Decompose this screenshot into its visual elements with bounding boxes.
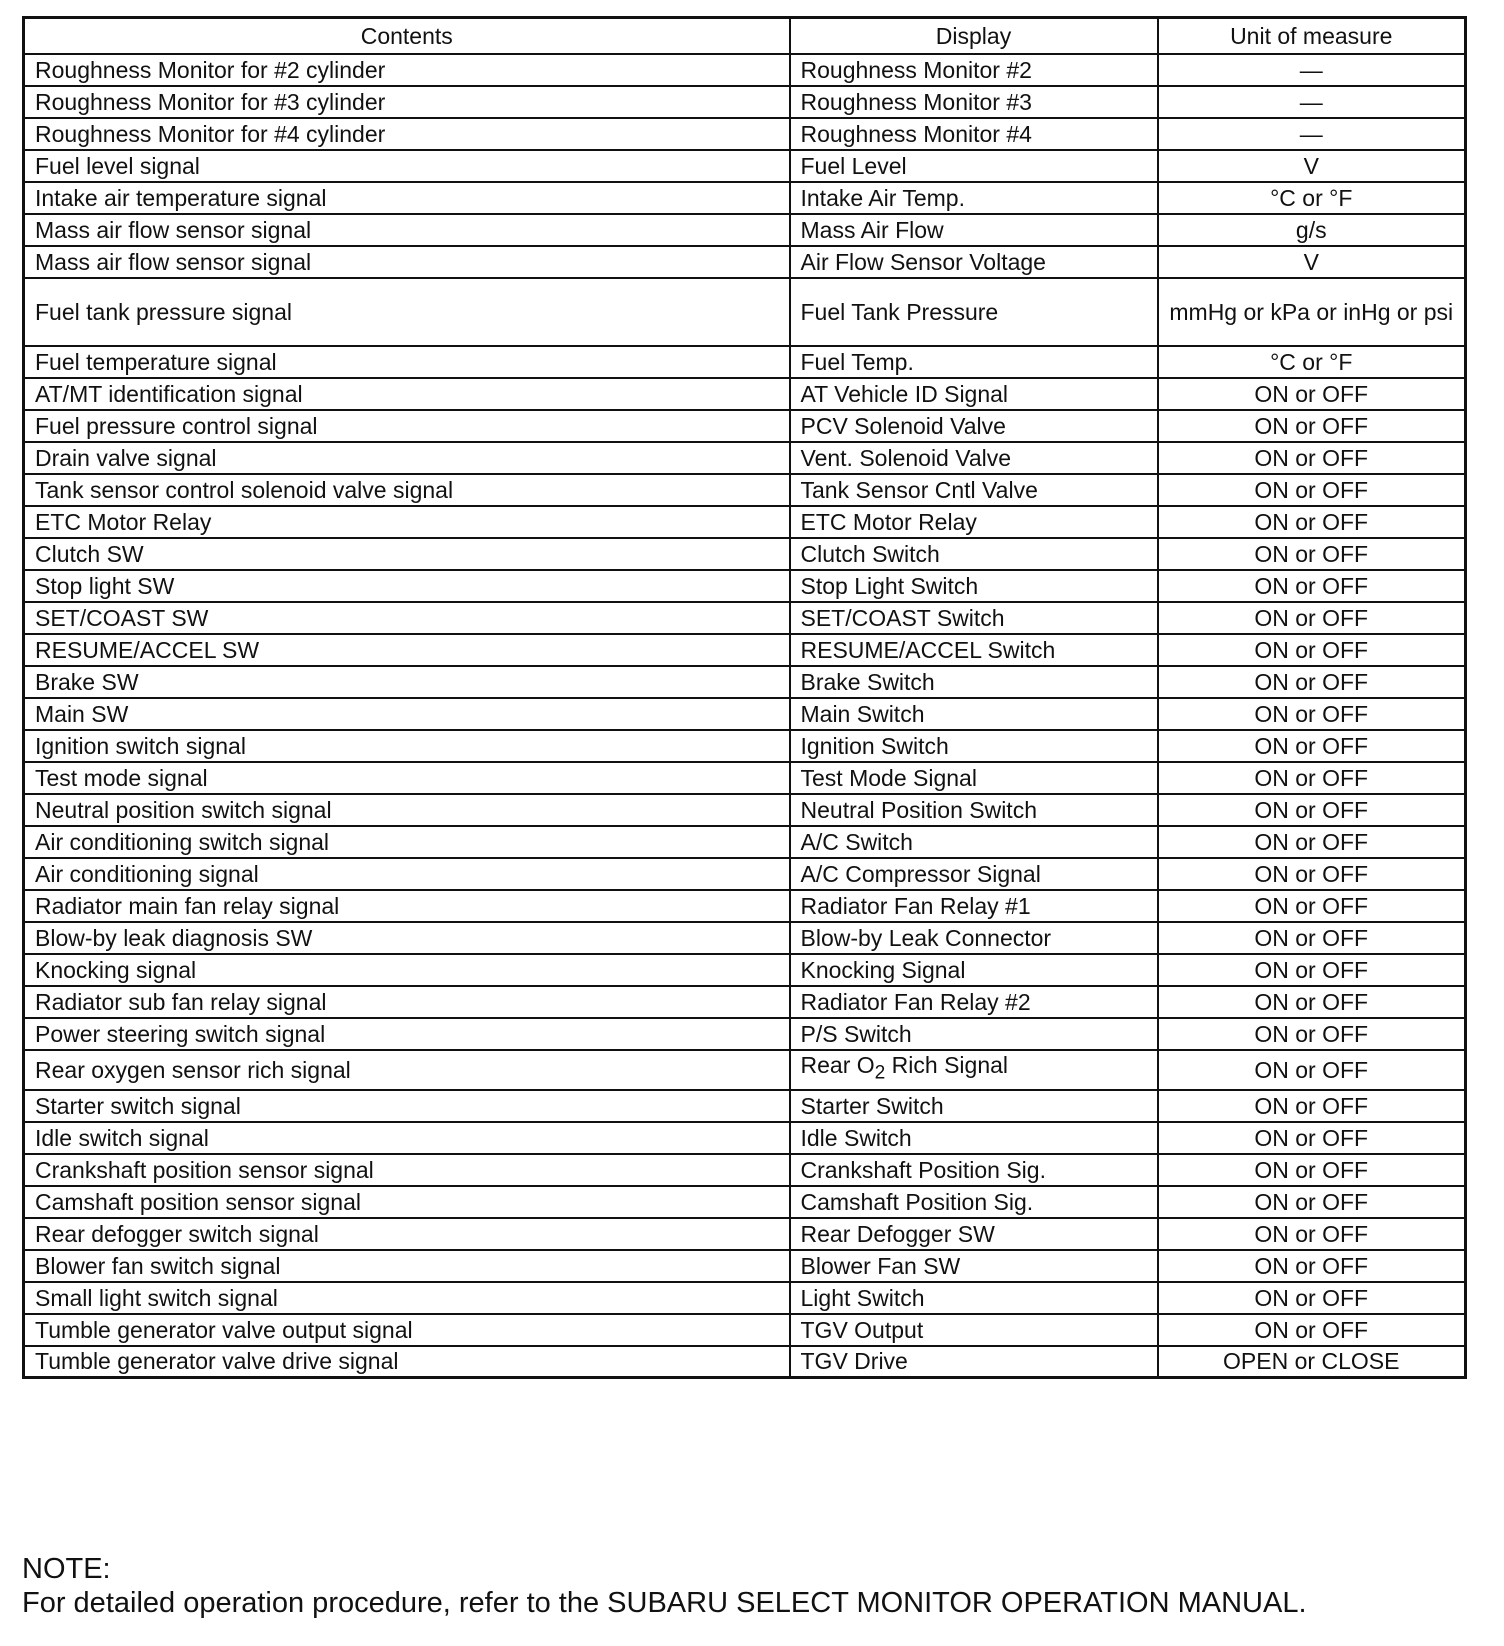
table-row — [24, 698, 1466, 730]
cell-unit: ON or OFF — [1158, 602, 1466, 634]
table-row — [24, 730, 1466, 762]
cell-display: PCV Solenoid Valve — [790, 410, 1158, 442]
cell-display: Test Mode Signal — [790, 762, 1158, 794]
cell-display: Fuel Level — [790, 150, 1158, 182]
cell-unit: ON or OFF — [1158, 410, 1466, 442]
cell-contents: Air conditioning signal — [24, 858, 790, 890]
cell-contents: Test mode signal — [24, 762, 790, 794]
cell-contents: Ignition switch signal — [24, 730, 790, 762]
table-row — [24, 1018, 1466, 1050]
cell-unit: ON or OFF — [1158, 698, 1466, 730]
cell-display: A/C Compressor Signal — [790, 858, 1158, 890]
cell-unit: ON or OFF — [1158, 666, 1466, 698]
table-row — [24, 634, 1466, 666]
cell-unit: ON or OFF — [1158, 826, 1466, 858]
cell-contents: Stop light SW — [24, 570, 790, 602]
table-row — [24, 986, 1466, 1018]
table-row — [24, 1090, 1466, 1122]
cell-display: Radiator Fan Relay #2 — [790, 986, 1158, 1018]
table-row — [24, 1050, 1466, 1090]
cell-display: RESUME/ACCEL Switch — [790, 634, 1158, 666]
cell-unit: mmHg or kPa or inHg or psi — [1158, 278, 1466, 346]
cell-unit: ON or OFF — [1158, 1050, 1466, 1090]
cell-display: Blower Fan SW — [790, 1250, 1158, 1282]
cell-unit: ON or OFF — [1158, 634, 1466, 666]
cell-display: Brake Switch — [790, 666, 1158, 698]
cell-display: Main Switch — [790, 698, 1158, 730]
cell-contents: Fuel level signal — [24, 150, 790, 182]
table-row — [24, 826, 1466, 858]
table-row — [24, 762, 1466, 794]
table-row — [24, 570, 1466, 602]
table-row — [24, 410, 1466, 442]
cell-unit: ON or OFF — [1158, 1186, 1466, 1218]
table-row — [24, 858, 1466, 890]
display-subscript: 2 — [874, 1062, 886, 1084]
cell-unit: °C or °F — [1158, 346, 1466, 378]
table-row — [24, 1346, 1466, 1378]
table-row — [24, 150, 1466, 182]
table-row — [24, 86, 1466, 118]
cell-display: Neutral Position Switch — [790, 794, 1158, 826]
table-row — [24, 1250, 1466, 1282]
note-text: For detailed operation procedure, refer to the SUBARU SELECT MONITOR OPERATION MANUAL. — [22, 1587, 1307, 1619]
cell-contents: Fuel temperature signal — [24, 346, 790, 378]
cell-display: Roughness Monitor #2 — [790, 54, 1158, 86]
cell-contents: Blow-by leak diagnosis SW — [24, 922, 790, 954]
cell-unit: ON or OFF — [1158, 1250, 1466, 1282]
cell-display: TGV Drive — [790, 1346, 1158, 1378]
cell-display: Starter Switch — [790, 1090, 1158, 1122]
cell-contents: Tumble generator valve drive signal — [24, 1346, 790, 1378]
cell-display: A/C Switch — [790, 826, 1158, 858]
cell-contents: Tumble generator valve output signal — [24, 1314, 790, 1346]
table-row — [24, 954, 1466, 986]
table-row — [24, 54, 1466, 86]
cell-contents: Camshaft position sensor signal — [24, 1186, 790, 1218]
cell-unit: ON or OFF — [1158, 538, 1466, 570]
cell-unit: ON or OFF — [1158, 794, 1466, 826]
cell-unit: ON or OFF — [1158, 506, 1466, 538]
table-row — [24, 890, 1466, 922]
cell-contents: Blower fan switch signal — [24, 1250, 790, 1282]
cell-contents: Neutral position switch signal — [24, 794, 790, 826]
cell-display: Radiator Fan Relay #1 — [790, 890, 1158, 922]
cell-contents: Drain valve signal — [24, 442, 790, 474]
cell-unit: ON or OFF — [1158, 1218, 1466, 1250]
cell-unit: ON or OFF — [1158, 474, 1466, 506]
cell-display: Clutch Switch — [790, 538, 1158, 570]
cell-contents: Mass air flow sensor signal — [24, 246, 790, 278]
display-text-suffix: Rich Signal — [885, 1052, 1009, 1079]
cell-contents: Fuel tank pressure signal — [24, 278, 790, 346]
cell-display: AT Vehicle ID Signal — [790, 378, 1158, 410]
cell-contents: Radiator main fan relay signal — [24, 890, 790, 922]
cell-unit: ON or OFF — [1158, 730, 1466, 762]
cell-contents: Air conditioning switch signal — [24, 826, 790, 858]
cell-display: TGV Output — [790, 1314, 1158, 1346]
cell-contents: Brake SW — [24, 666, 790, 698]
cell-contents: SET/COAST SW — [24, 602, 790, 634]
cell-display: Mass Air Flow — [790, 214, 1158, 246]
cell-contents: Clutch SW — [24, 538, 790, 570]
cell-unit: ON or OFF — [1158, 378, 1466, 410]
table-row — [24, 922, 1466, 954]
monitor-table — [22, 16, 1467, 1379]
cell-unit: ON or OFF — [1158, 890, 1466, 922]
cell-contents: Roughness Monitor for #2 cylinder — [24, 54, 790, 86]
cell-contents: Rear oxygen sensor rich signal — [24, 1050, 790, 1090]
table-row — [24, 666, 1466, 698]
cell-display: Rear Defogger SW — [790, 1218, 1158, 1250]
cell-unit: ON or OFF — [1158, 954, 1466, 986]
cell-contents: ETC Motor Relay — [24, 506, 790, 538]
table-row — [24, 346, 1466, 378]
table-row — [24, 246, 1466, 278]
cell-unit: ON or OFF — [1158, 858, 1466, 890]
cell-unit: ON or OFF — [1158, 922, 1466, 954]
cell-display: Camshaft Position Sig. — [790, 1186, 1158, 1218]
table-row — [24, 1154, 1466, 1186]
cell-display: P/S Switch — [790, 1018, 1158, 1050]
table-header-row — [24, 18, 1466, 54]
cell-display: Idle Switch — [790, 1122, 1158, 1154]
cell-contents: Mass air flow sensor signal — [24, 214, 790, 246]
cell-unit: ON or OFF — [1158, 1090, 1466, 1122]
cell-unit: V — [1158, 246, 1466, 278]
cell-unit: — — [1158, 86, 1466, 118]
cell-display: ETC Motor Relay — [790, 506, 1158, 538]
table-row — [24, 1186, 1466, 1218]
cell-display: Fuel Temp. — [790, 346, 1158, 378]
table-row — [24, 278, 1466, 346]
cell-unit: ON or OFF — [1158, 1282, 1466, 1314]
table-row — [24, 118, 1466, 150]
cell-contents: Main SW — [24, 698, 790, 730]
cell-contents: Small light switch signal — [24, 1282, 790, 1314]
cell-contents: Intake air temperature signal — [24, 182, 790, 214]
cell-display: Roughness Monitor #3 — [790, 86, 1158, 118]
table-row — [24, 214, 1466, 246]
table-row — [24, 794, 1466, 826]
header-contents: Contents — [24, 18, 790, 54]
cell-unit: ON or OFF — [1158, 1314, 1466, 1346]
cell-display: Ignition Switch — [790, 730, 1158, 762]
table-row — [24, 182, 1466, 214]
cell-unit: g/s — [1158, 214, 1466, 246]
cell-contents: Idle switch signal — [24, 1122, 790, 1154]
cell-unit: ON or OFF — [1158, 762, 1466, 794]
table-row — [24, 378, 1466, 410]
cell-contents: Radiator sub fan relay signal — [24, 986, 790, 1018]
cell-unit: ON or OFF — [1158, 1122, 1466, 1154]
cell-contents: AT/MT identification signal — [24, 378, 790, 410]
cell-contents: Knocking signal — [24, 954, 790, 986]
note-block — [22, 1552, 1307, 1620]
table-row — [24, 1218, 1466, 1250]
table-row — [24, 442, 1466, 474]
cell-display: Vent. Solenoid Valve — [790, 442, 1158, 474]
cell-contents: Starter switch signal — [24, 1090, 790, 1122]
cell-unit: — — [1158, 54, 1466, 86]
display-text-prefix: Rear O — [800, 1052, 875, 1079]
cell-display: Roughness Monitor #4 — [790, 118, 1158, 150]
table-row — [24, 1282, 1466, 1314]
cell-unit: ON or OFF — [1158, 1018, 1466, 1050]
cell-display: Crankshaft Position Sig. — [790, 1154, 1158, 1186]
table-row — [24, 1314, 1466, 1346]
cell-display: Air Flow Sensor Voltage — [790, 246, 1158, 278]
table-row — [24, 538, 1466, 570]
cell-unit: ON or OFF — [1158, 570, 1466, 602]
cell-contents: Roughness Monitor for #3 cylinder — [24, 86, 790, 118]
header-unit: Unit of measure — [1158, 18, 1466, 54]
cell-display: SET/COAST Switch — [790, 602, 1158, 634]
cell-contents: Fuel pressure control signal — [24, 410, 790, 442]
table-body — [24, 54, 1466, 1378]
note-label: NOTE: — [22, 1553, 111, 1585]
cell-display: Blow-by Leak Connector — [790, 922, 1158, 954]
cell-contents: Rear defogger switch signal — [24, 1218, 790, 1250]
cell-contents: Roughness Monitor for #4 cylinder — [24, 118, 790, 150]
cell-display: Intake Air Temp. — [790, 182, 1158, 214]
cell-unit: — — [1158, 118, 1466, 150]
cell-unit: OPEN or CLOSE — [1158, 1346, 1466, 1378]
cell-unit: °C or °F — [1158, 182, 1466, 214]
table-row — [24, 1122, 1466, 1154]
header-display: Display — [790, 18, 1158, 54]
cell-unit: ON or OFF — [1158, 442, 1466, 474]
cell-contents: Tank sensor control solenoid valve signal — [24, 474, 790, 506]
cell-unit: ON or OFF — [1158, 986, 1466, 1018]
monitor-table-container — [22, 16, 1464, 1379]
cell-contents: RESUME/ACCEL SW — [24, 634, 790, 666]
cell-display — [790, 1050, 1158, 1090]
cell-display: Stop Light Switch — [790, 570, 1158, 602]
cell-contents: Crankshaft position sensor signal — [24, 1154, 790, 1186]
cell-display: Light Switch — [790, 1282, 1158, 1314]
cell-unit: V — [1158, 150, 1466, 182]
table-row — [24, 474, 1466, 506]
cell-display: Tank Sensor Cntl Valve — [790, 474, 1158, 506]
cell-contents: Power steering switch signal — [24, 1018, 790, 1050]
cell-display: Knocking Signal — [790, 954, 1158, 986]
cell-display: Fuel Tank Pressure — [790, 278, 1158, 346]
table-row — [24, 506, 1466, 538]
cell-unit: ON or OFF — [1158, 1154, 1466, 1186]
table-row — [24, 602, 1466, 634]
